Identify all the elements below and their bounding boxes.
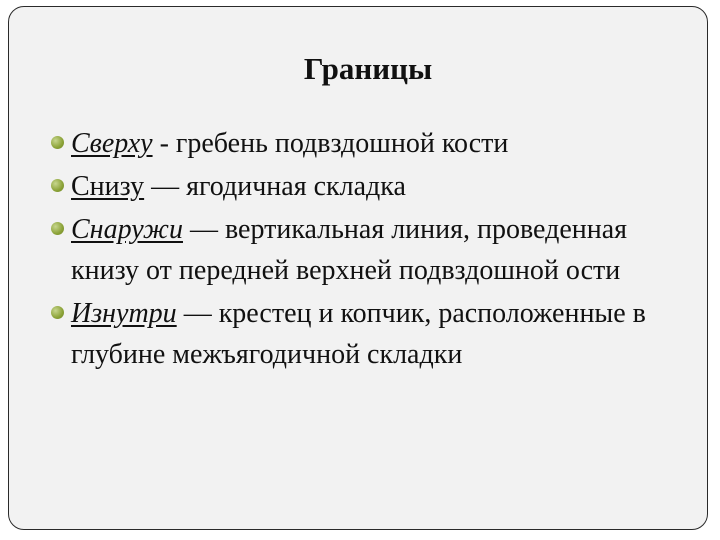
list-item bbox=[55, 209, 675, 291]
slide bbox=[8, 6, 708, 530]
bullet-icon bbox=[51, 306, 64, 319]
point-text: — крестец и копчик, расположенные в глубине межъягодичной складки bbox=[71, 298, 646, 370]
bullet-icon bbox=[51, 136, 64, 149]
point-term: Сверху bbox=[71, 128, 153, 159]
point-term: Снаружи bbox=[71, 214, 183, 245]
point-term: Изнутри bbox=[71, 298, 177, 329]
bullet-icon bbox=[51, 179, 64, 192]
point-text: — ягодичная складка bbox=[144, 171, 406, 202]
point-term: Снизу bbox=[71, 171, 145, 202]
list-item bbox=[55, 166, 675, 207]
list-item bbox=[55, 123, 675, 164]
bullet-icon bbox=[51, 222, 64, 235]
list-item bbox=[55, 293, 675, 375]
bullet-list bbox=[55, 123, 675, 377]
point-text: - гребень подвздошной кости bbox=[152, 128, 509, 159]
point-text: — вертикальная линия, проведенная книзу от передней верхней подвздошной ости bbox=[71, 214, 628, 286]
slide-title: Границы bbox=[303, 51, 433, 86]
